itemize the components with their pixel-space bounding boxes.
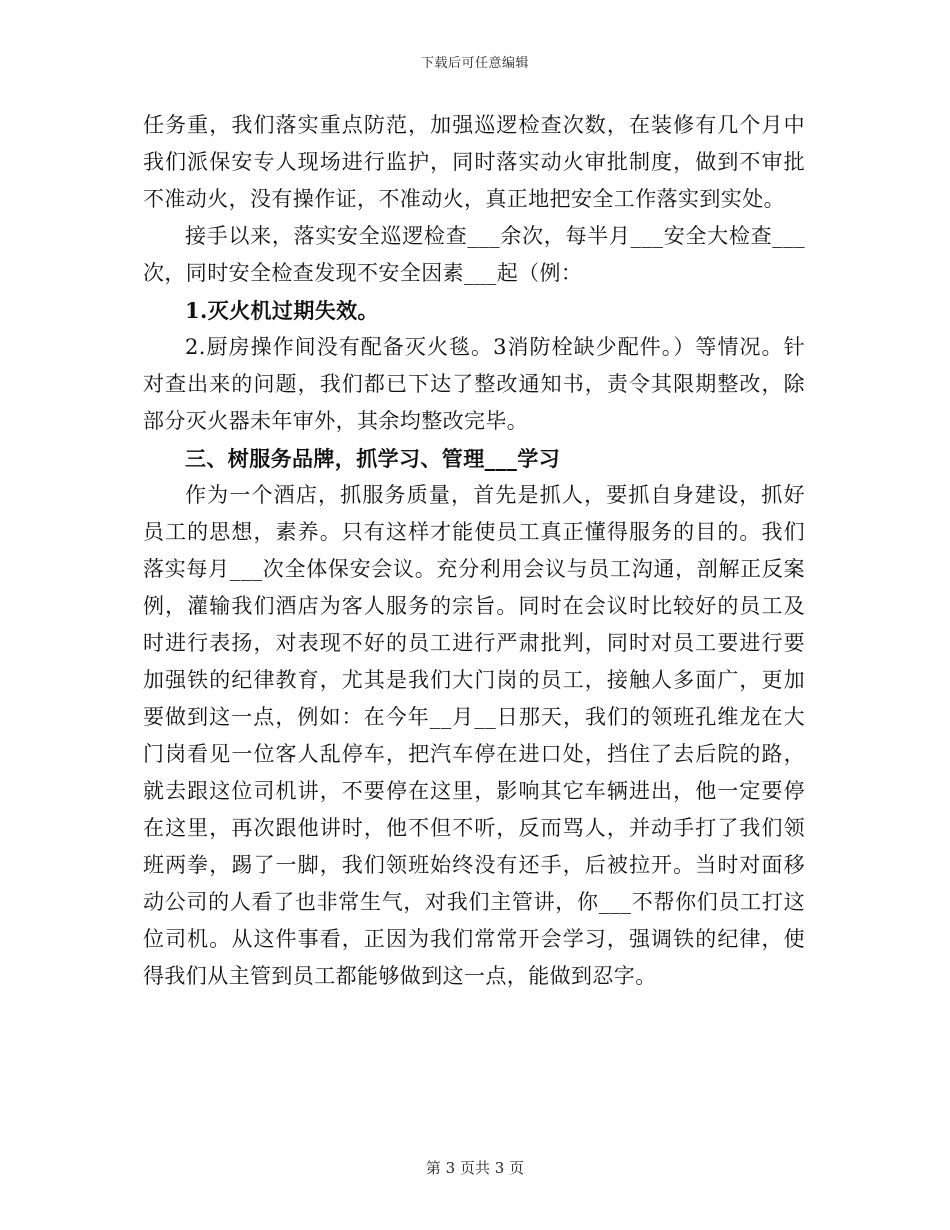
- list-item-2: 2.厨房操作间没有配备灭火毯。3消防栓缺少配件。）等情况。针对查出来的问题，我们都已下达了整改通知书，责令其限期整改，除部分灭火器未年审外，其余均整改完毕。: [143, 335, 805, 433]
- paragraph-inspection-summary: 接手以来，落实安全巡逻检查___余次，每半月___安全大检查___次，同时安全检查发现不安全因素___起（例：: [143, 224, 805, 285]
- list-item-1: 1.灭火机过期失效。: [185, 298, 379, 323]
- document-body: [143, 107, 805, 995]
- paragraph-continuation: 任务重，我们落实重点防范，加强巡逻检查次数，在装修有几个月中我们派保安专人现场进行监护，同时落实动火审批制度，做到不审批不准动火，没有操作证，不准动火，真正地把安全工作落实到实处。: [143, 113, 805, 211]
- page-header: 下载后可任意编辑: [420, 56, 529, 71]
- page-footer: 第 3 页共 3 页: [425, 1159, 525, 1177]
- paragraph-service: 作为一个酒店，抓服务质量，首先是抓人，要抓自身建设，抓好员工的思想，素养。只有这样才能使员工真正懂得服务的目的。我们落实每月___次全体保安会议。充分利用会议与员工沟通，剖解正反案例，灌输我们酒店为客人服务的宗旨。同时在会议时比较好的员工及时进行表扬，对表现不好的员工进行严肃批判，同时对员工要进行要加强铁的纪律教育，尤其是我们大门岗的员工，接触人多面广，更加要做到这一点，例如：在今年__月__日那天，我们的领班孔维龙在大门岗看见一位客人乱停车，把汽车停在进口处，挡住了去后院的路，就去跟这位司机讲，不要停在这里，影响其它车辆进出，他一定要停在这里，再次跟他讲时，他不但不听，反而骂人，并动手打了我们领班两拳，踢了一脚，我们领班始终没有还手，后被拉开。当时对面移动公司的人看了也非常生气，对我们主管讲，你___不帮你们员工打这位司机。从这件事看，正因为我们常常开会学习，强调铁的纪律，使得我们从主管到员工都能够做到这一点，能做到忍字。: [143, 483, 805, 988]
- section-heading: 三、树服务品牌，抓学习、管理___学习: [185, 446, 561, 471]
